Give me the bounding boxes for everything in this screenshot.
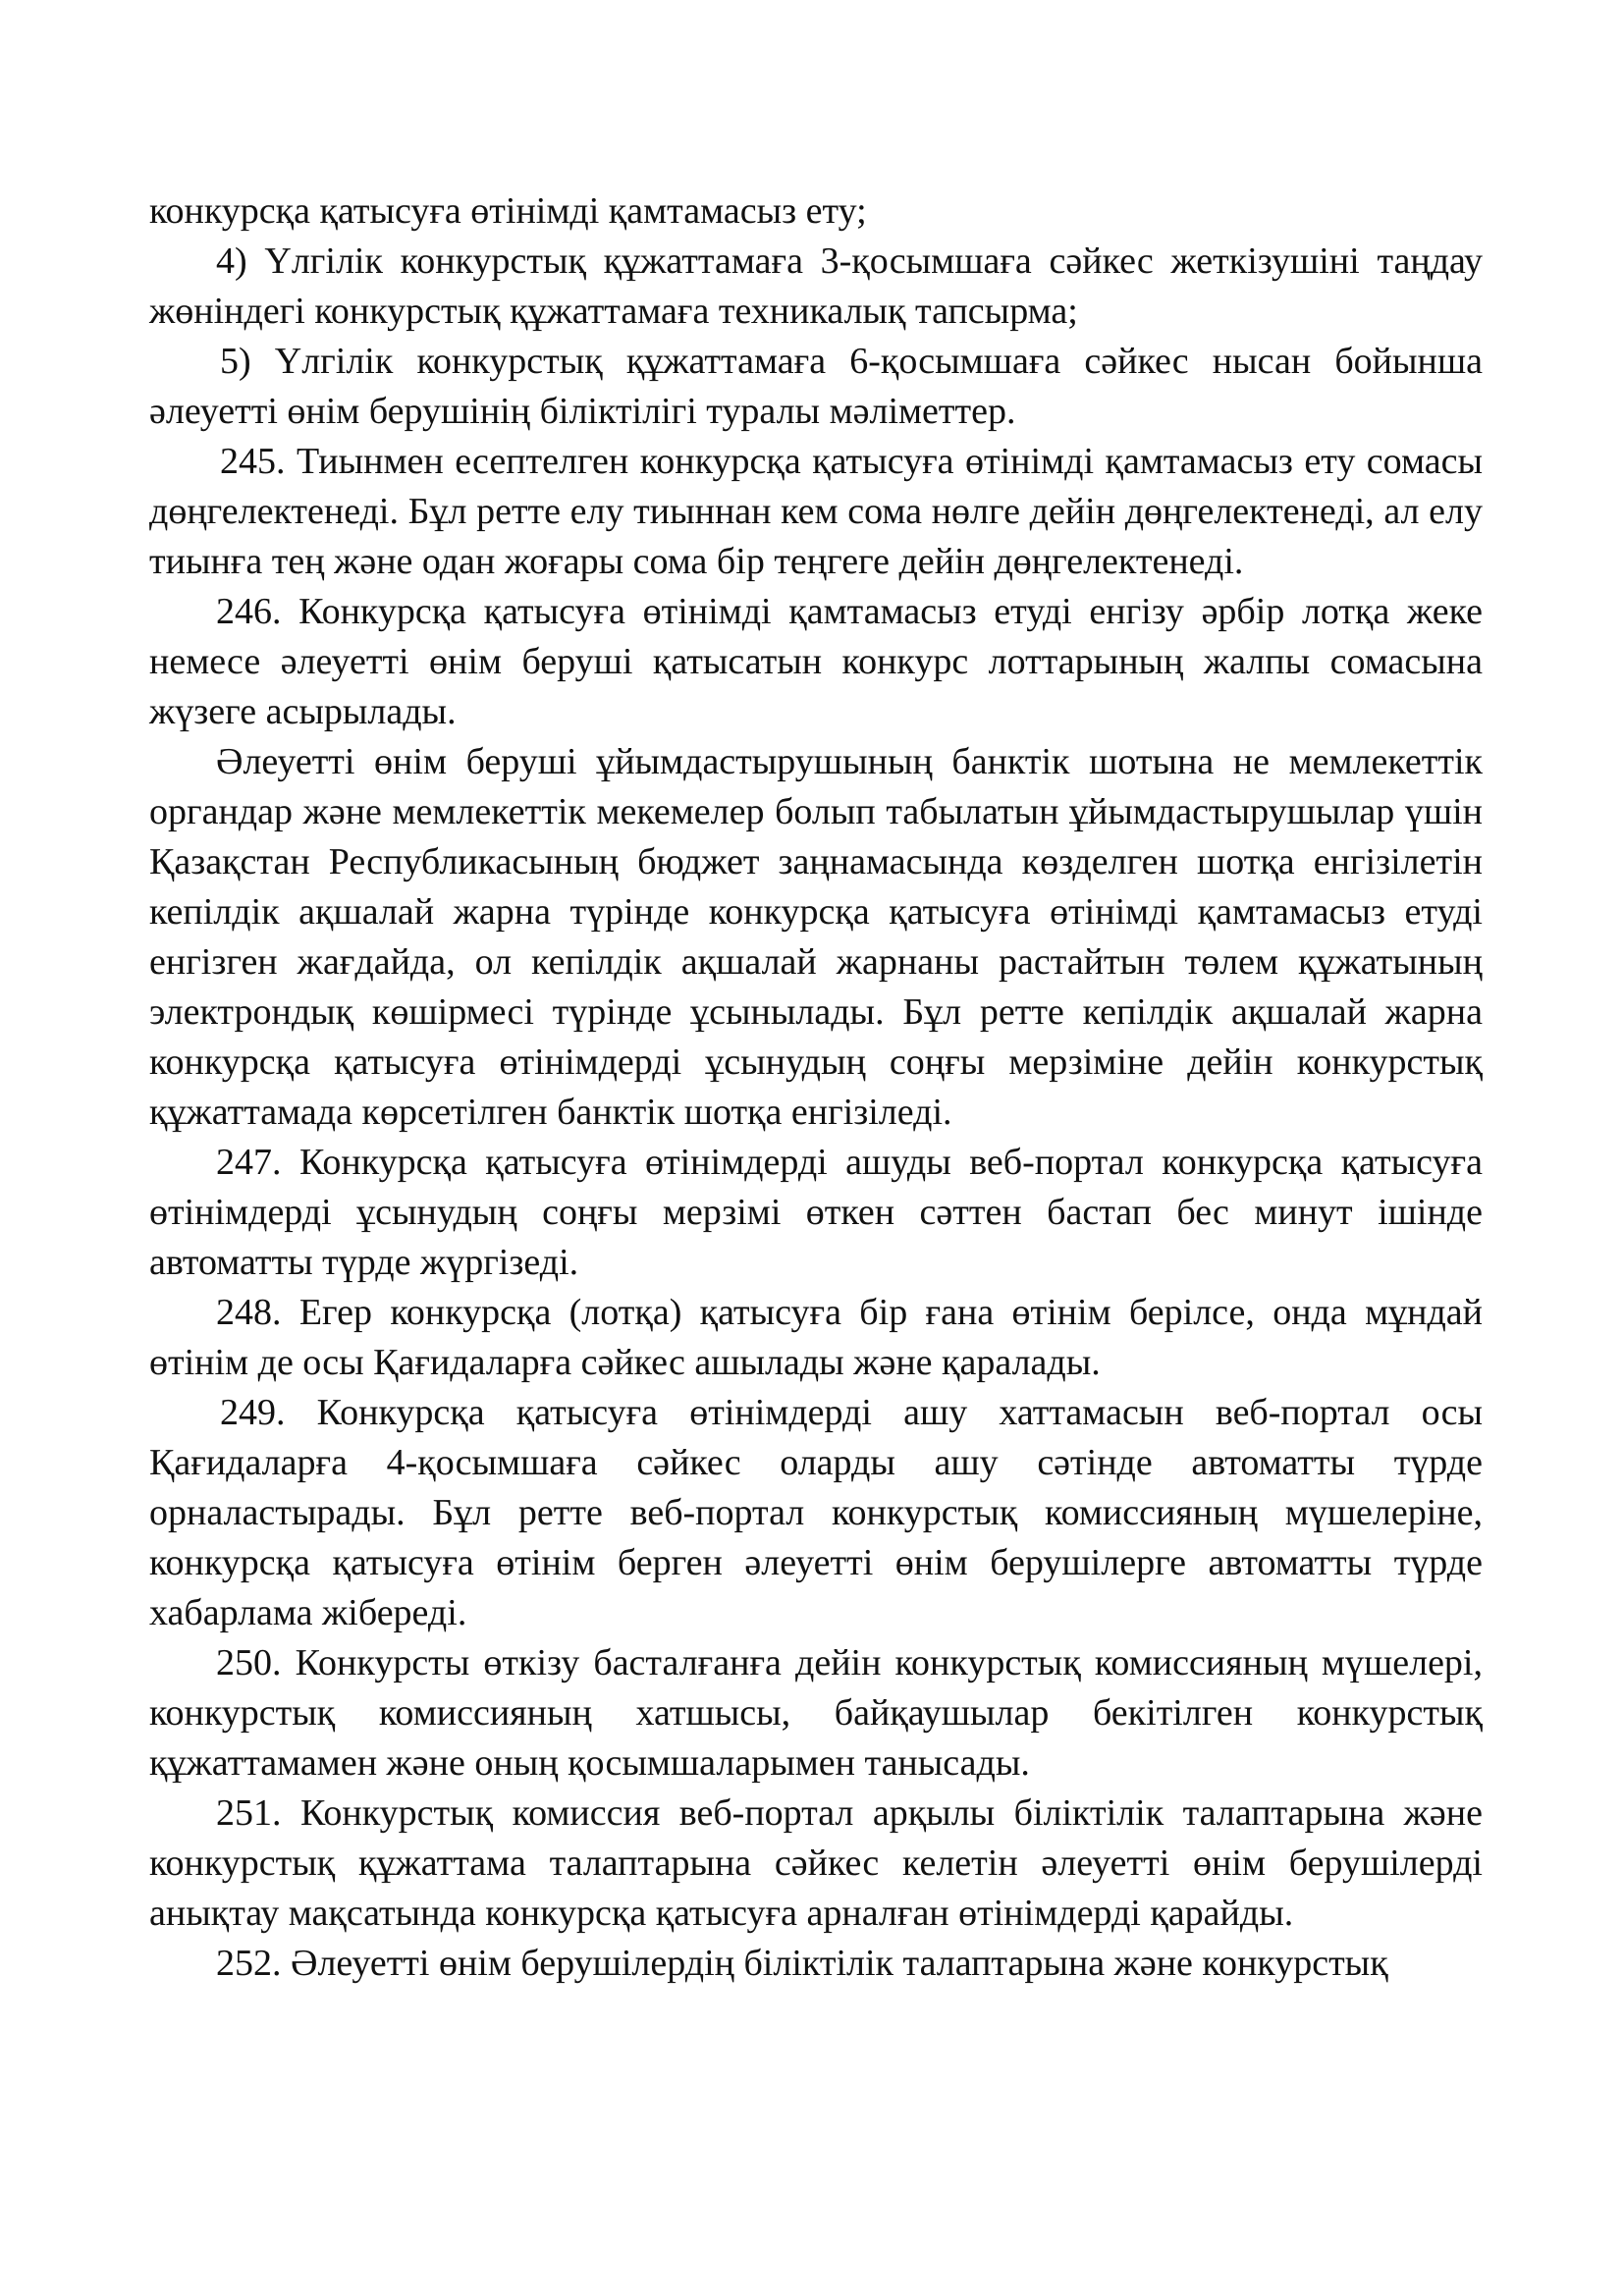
paragraph-250: 250. Конкурсты өткізу басталғанға дейін конкурстық комиссияның мүшелері, конкурстық комиссияның хатшысы, байқаушылар бекітілген конкурстық құжаттамамен және оның қосымшаларымен танысады. (149, 1642, 1483, 1784)
paragraph-246-continued: Әлеуетті өнім беруші ұйымдастырушының банктік шотына не мемлекеттік органдар және мемлекеттік мекемелер болып табылатын ұйымдастырушылар үшін Қазақстан Республикасының бюджет заңнамасында көзделген шотқа енгізілетін кепілдік ақшалай жарна түрінде конкурсқа қатысуға өтінімді қамтамасыз етуді енгізген жағдайда, ол кепілдік ақшалай жарнаны растайтын төлем құжатының электрондық көшірмесі түрінде ұсынылады. Бұл ретте кепілдік ақшалай жарна конкурсқа қатысуға өтінімдерді ұсынудың соңғы мерзіміне дейін конкурстық құжаттамада көрсетілген банктік шотқа енгізіледі. (149, 741, 1483, 1133)
paragraph-item-4: 4) Үлгілік конкурстық құжаттамаға 3-қосымшаға сәйкес жеткізушіні таңдау жөніндегі конкурстық құжаттамаға техникалық тапсырма; (149, 240, 1483, 332)
document-body (149, 187, 1483, 1989)
paragraph-247: 247. Конкурсқа қатысуға өтінімдерді ашуды веб-портал конкурсқа қатысуға өтінімдерді ұсынудың соңғы мерзімі өткен сәттен бастап бес минут ішінде автоматты түрде жүргізеді. (149, 1142, 1483, 1283)
paragraph-249: 249. Конкурсқа қатысуға өтінімдерді ашу хаттамасын веб-портал осы Қағидаларға 4-қосымшаға сәйкес оларды ашу сәтінде автоматты түрде орналастырады. Бұл ретте веб-портал конкурстық комиссияның мүшелеріне, конкурсқа қатысуға өтінім берген әлеуетті өнім берушілерге автоматты түрде хабарлама жібереді. (149, 1392, 1483, 1633)
paragraph-251: 251. Конкурстық комиссия веб-портал арқылы біліктілік талаптарына және конкурстық құжаттама талаптарына сәйкес келетін әлеуетті өнім берушілерді анықтау мақсатында конкурсқа қатысуға арналған өтінімдерді қарайды. (149, 1792, 1483, 1934)
paragraph-item-5: 5) Үлгілік конкурстық құжаттамаға 6-қосымшаға сәйкес нысан бойынша әлеуетті өнім берушінің біліктілігі туралы мәліметтер. (149, 341, 1483, 432)
paragraph-continuation: конкурсқа қатысуға өтінімді қамтамасыз ету; (149, 190, 867, 232)
paragraph-246: 246. Конкурсқа қатысуға өтінімді қамтамасыз етуді енгізу әрбір лотқа жеке немесе әлеуетті өнім беруші қатысатын конкурс лоттарының жалпы сомасына жүзеге асырылады. (149, 591, 1483, 732)
paragraph-252: 252. Әлеуетті өнім берушілердің біліктілік талаптарына және конкурстық (216, 1943, 1388, 1984)
paragraph-245: 245. Тиынмен есептелген конкурсқа қатысуға өтінімді қамтамасыз ету сомасы дөңгелектенеді. Бұл ретте елу тиыннан кем сома нөлге дейін дөңгелектенеді, ал елу тиынға тең және одан жоғары сома бір теңгеге дейін дөңгелектенеді. (149, 441, 1483, 582)
paragraph-248: 248. Егер конкурсқа (лотқа) қатысуға бір ғана өтінім берілсе, онда мұндай өтінім де осы Қағидаларға сәйкес ашылады және қаралады. (149, 1292, 1483, 1383)
